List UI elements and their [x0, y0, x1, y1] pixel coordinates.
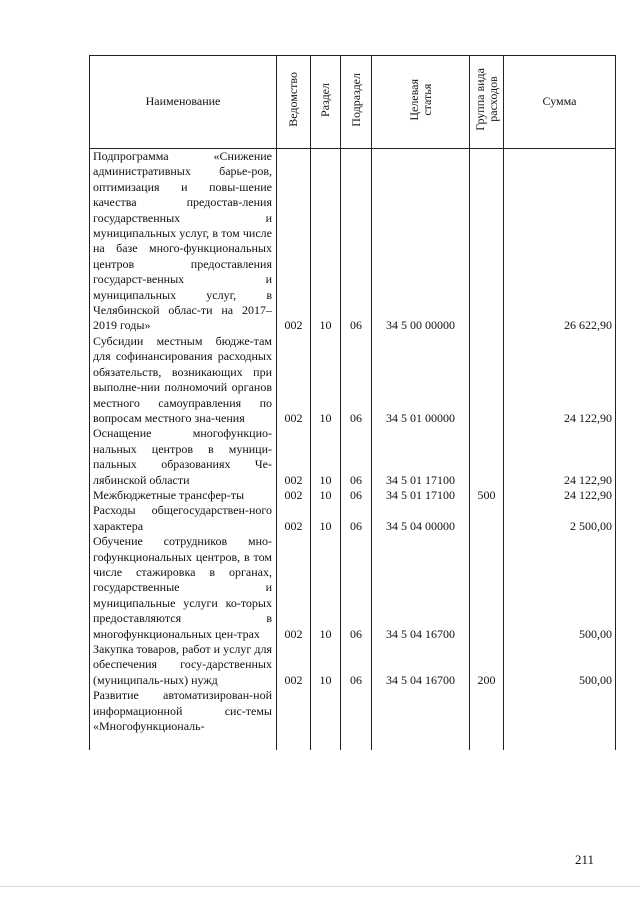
header-target-label: Целевая статья [406, 78, 434, 121]
row-subsection: 06 [341, 334, 372, 426]
row-group [470, 149, 504, 334]
row-name: Закупка товаров, работ и услуг для обеспечения госу-дарственных (муниципаль-ных) нужд [90, 642, 277, 688]
row-target: 34 5 01 00000 [372, 334, 470, 426]
row-subsection: 06 [341, 642, 372, 688]
header-dept [277, 56, 311, 149]
table-row [90, 688, 616, 750]
header-sum: Сумма [504, 56, 616, 149]
table-row [90, 149, 616, 334]
row-name: Обучение сотрудников мно-гофункциональных центров, в том числе стажировка в органах, государственные и муниципальные услуги ко-торых предоставляются в многофункциональных цен-трах [90, 534, 277, 642]
table-row [90, 503, 616, 534]
row-group [470, 534, 504, 642]
row-name: Расходы общегосударствен-ного характера [90, 503, 277, 534]
row-name: Подпрограмма «Снижение административных барье-ров, оптимизация и повы-шение качества предостав-ления государственных и муниципальных услуг, в том числе на базе много-функциональных центров предоставления государст-венных и муниципальных услуг, в Челябинской облас-ти на 2017–2019 годы» [90, 149, 277, 334]
row-section [311, 688, 341, 750]
row-subsection: 06 [341, 149, 372, 334]
page-number: 211 [575, 852, 595, 867]
row-name: Развитие автоматизирован-ной информационной сис-темы «Многофункциональ- [90, 688, 277, 750]
header-subsection-label: Подраздел [348, 72, 363, 127]
header-section [311, 56, 341, 149]
header-dept-label: Ведомство [286, 72, 300, 128]
header-target [372, 56, 470, 149]
row-subsection: 06 [341, 534, 372, 642]
table-row [90, 426, 616, 488]
row-subsection [341, 688, 372, 750]
row-name: Субсидии местным бюдже-там для софинансирования расходных обязательств, возникающих при выполне-нии полномочий органов местного самоуправления по вопросам местного зна-чения [90, 334, 277, 426]
row-sum: 2 500,00 [504, 503, 616, 534]
row-section: 10 [311, 534, 341, 642]
header-subsection [341, 56, 372, 149]
row-sum: 24 122,90 [504, 488, 616, 503]
row-target: 34 5 04 16700 [372, 642, 470, 688]
header-expense-group-label: Группа вида расходов [472, 68, 500, 132]
row-sum: 24 122,90 [504, 426, 616, 488]
row-subsection: 06 [341, 503, 372, 534]
row-sum: 500,00 [504, 534, 616, 642]
row-group [470, 334, 504, 426]
row-subsection: 06 [341, 488, 372, 503]
header-name: Наименование [90, 56, 277, 149]
row-dept: 002 [277, 334, 311, 426]
row-section: 10 [311, 334, 341, 426]
table-row [90, 334, 616, 426]
page-bottom-rule [0, 886, 640, 887]
table-row [90, 642, 616, 688]
row-target: 34 5 00 00000 [372, 149, 470, 334]
row-dept [277, 688, 311, 750]
row-dept: 002 [277, 642, 311, 688]
row-group [470, 688, 504, 750]
row-target: 34 5 01 17100 [372, 426, 470, 488]
row-dept: 002 [277, 503, 311, 534]
row-sum [504, 688, 616, 750]
row-sum: 500,00 [504, 642, 616, 688]
row-dept: 002 [277, 426, 311, 488]
row-section: 10 [311, 503, 341, 534]
row-subsection: 06 [341, 426, 372, 488]
header-section-label: Раздел [318, 82, 332, 117]
budget-table [89, 55, 616, 750]
row-group: 200 [470, 642, 504, 688]
table-row [90, 488, 616, 503]
row-sum: 26 622,90 [504, 149, 616, 334]
row-dept: 002 [277, 149, 311, 334]
row-section: 10 [311, 642, 341, 688]
table-header-row [90, 56, 616, 149]
row-group: 500 [470, 488, 504, 503]
row-sum: 24 122,90 [504, 334, 616, 426]
row-target: 34 5 04 16700 [372, 534, 470, 642]
row-target [372, 688, 470, 750]
row-section: 10 [311, 426, 341, 488]
row-group [470, 503, 504, 534]
header-expense-group [470, 56, 504, 149]
row-target: 34 5 01 17100 [372, 488, 470, 503]
row-section: 10 [311, 488, 341, 503]
row-name: Оснащение многофункцио-нальных центров в муници-пальных образованиях Че-лябинской области [90, 426, 277, 488]
row-target: 34 5 04 00000 [372, 503, 470, 534]
row-section: 10 [311, 149, 341, 334]
table-row [90, 534, 616, 642]
row-name: Межбюджетные трансфер-ты [90, 488, 277, 503]
row-group [470, 426, 504, 488]
row-dept: 002 [277, 488, 311, 503]
row-dept: 002 [277, 534, 311, 642]
